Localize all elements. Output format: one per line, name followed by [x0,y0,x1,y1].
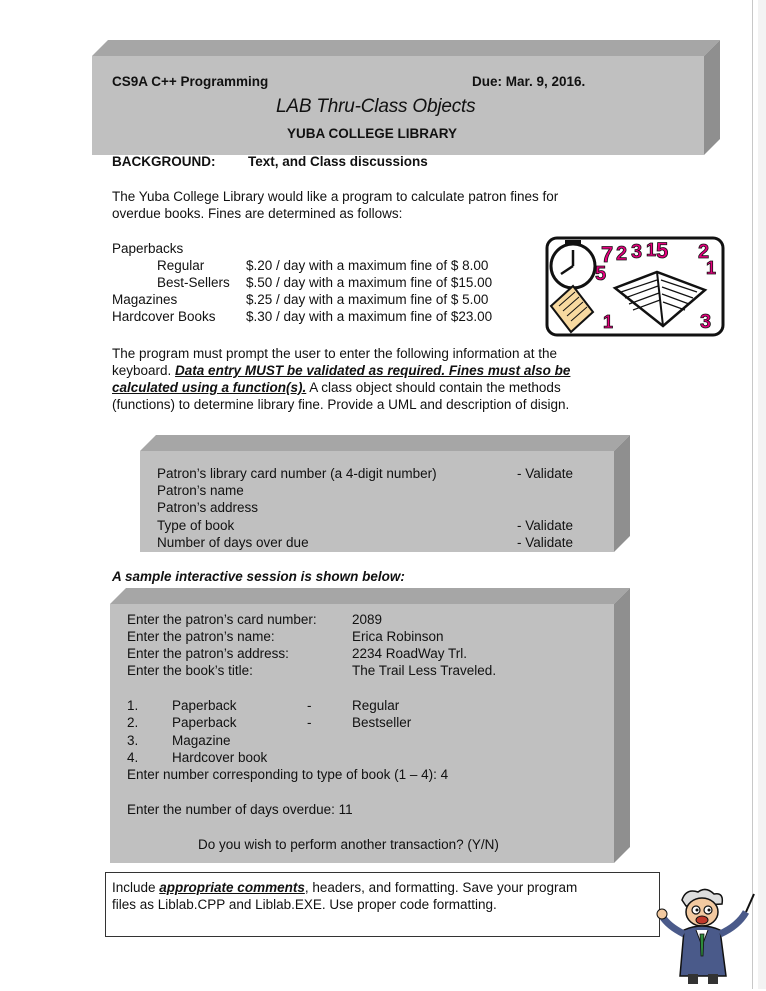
requirements-emphasis: Data entry MUST be validated as required. Fines must also be [175,363,571,378]
clock-book-illustration [545,236,725,337]
requirements-line-2 [112,362,570,379]
session-prompt: Enter the patron’s name: [127,629,275,644]
session-prompt: Enter the patron’s card number: [127,612,317,627]
menu-number: 1. [127,698,139,713]
instructions-emphasis: appropriate comments [159,880,305,895]
background-text: Text, and Class discussions [248,154,428,169]
menu-dash: - [307,698,312,713]
fine-label-regular: Regular [157,258,205,273]
sample-session-heading: A sample interactive session is shown below: [112,569,405,584]
type-prompt: Enter number corresponding to type of book (1 – 4): 4 [127,767,449,782]
menu-subtype: Bestseller [352,715,412,730]
fine-rate-magazines: $.25 / day with a maximum fine of $ 5.00 [246,292,489,307]
clock-number: 1 [603,312,614,332]
again-prompt: Do you wish to perform another transaction? (Y/N) [198,837,499,852]
fine-rate-bestsellers: $.50 / day with a maximum fine of $15.00 [246,275,493,290]
page-edge [752,0,753,989]
due-date: Due: Mar. 9, 2016. [472,74,586,89]
background-label: BACKGROUND: [112,154,216,169]
lab-title: LAB Thru-Class Objects [276,96,476,117]
clock-number: 3 [631,241,643,263]
intro-line-1: The Yuba College Library would like a program to calculate patron fines for [112,189,559,204]
session-value: 2234 RoadWay Trl. [352,646,468,661]
fine-label-bestsellers: Best-Sellers [157,275,230,290]
menu-number: 2. [127,715,139,730]
menu-number: 3. [127,733,139,748]
requirements-emphasis-2: calculated using a function(s). [112,380,307,395]
menu-subtype: Regular [352,698,400,713]
clock-number: 3 [700,311,712,333]
requirements-line-2-plain: keyboard. [112,363,176,378]
menu-dash: - [307,715,312,730]
input-item-note: - Validate [517,518,574,533]
course-title: CS9A C++ Programming [112,74,269,89]
instructions-line-1 [112,879,577,896]
fine-label-magazines: Magazines [112,292,178,307]
input-item-note: - Validate [517,535,574,550]
clock-number: 5 [656,238,669,263]
input-item-label: Type of book [157,518,235,533]
clock-number: 2 [698,241,710,263]
menu-number: 4. [127,750,139,765]
input-item-label: Patron’s library card number (a 4-digit number) [157,466,437,481]
instructions-line-2: files as Liblab.CPP and Liblab.EXE. Use proper code formatting. [112,897,497,912]
intro-line-2: overdue books. Fines are determined as follows: [112,206,403,221]
input-item-note: - Validate [517,466,574,481]
instructions-post: , headers, and formatting. Save your program [304,880,578,895]
session-value: 2089 [352,612,383,627]
menu-type: Paperback [172,715,237,730]
requirements-line-3 [112,379,561,396]
menu-type: Hardcover book [172,750,268,765]
input-item-label: Patron’s name [157,483,244,498]
library-title: YUBA COLLEGE LIBRARY [287,126,458,141]
clock-number: 1 [646,240,657,260]
session-value: The Trail Less Traveled. [352,663,497,678]
menu-type: Paperback [172,698,237,713]
paperbacks-label: Paperbacks [112,241,184,256]
clock-number: 2 [616,243,628,265]
session-value: Erica Robinson [352,629,444,644]
session-prompt: Enter the book’s title: [127,663,253,678]
clock-number: 5 [595,263,607,285]
requirements-line-4: (functions) to determine library fine. Provide a UML and description of disign. [112,397,570,412]
fine-rate-regular: $.20 / day with a maximum fine of $ 8.00 [246,258,489,273]
requirements-line-1: The program must prompt the user to enter the following information at the [112,346,557,361]
clock-number: 7 [601,242,614,267]
instructions-pre: Include [112,880,160,895]
clock-number: 1 [706,258,717,278]
input-item-label: Number of days over due [157,535,309,550]
fine-rate-hardcover: $.30 / day with a maximum fine of $23.00 [246,309,493,324]
requirements-line-3-plain: A class object should contain the methods [306,380,561,395]
professor-illustration [656,886,756,986]
fine-label-hardcover: Hardcover Books [112,309,216,324]
session-prompt: Enter the patron’s address: [127,646,289,661]
days-prompt: Enter the number of days overdue: 11 [127,802,353,817]
input-item-label: Patron’s address [157,500,259,515]
page-gutter [758,0,766,989]
menu-type: Magazine [172,733,231,748]
